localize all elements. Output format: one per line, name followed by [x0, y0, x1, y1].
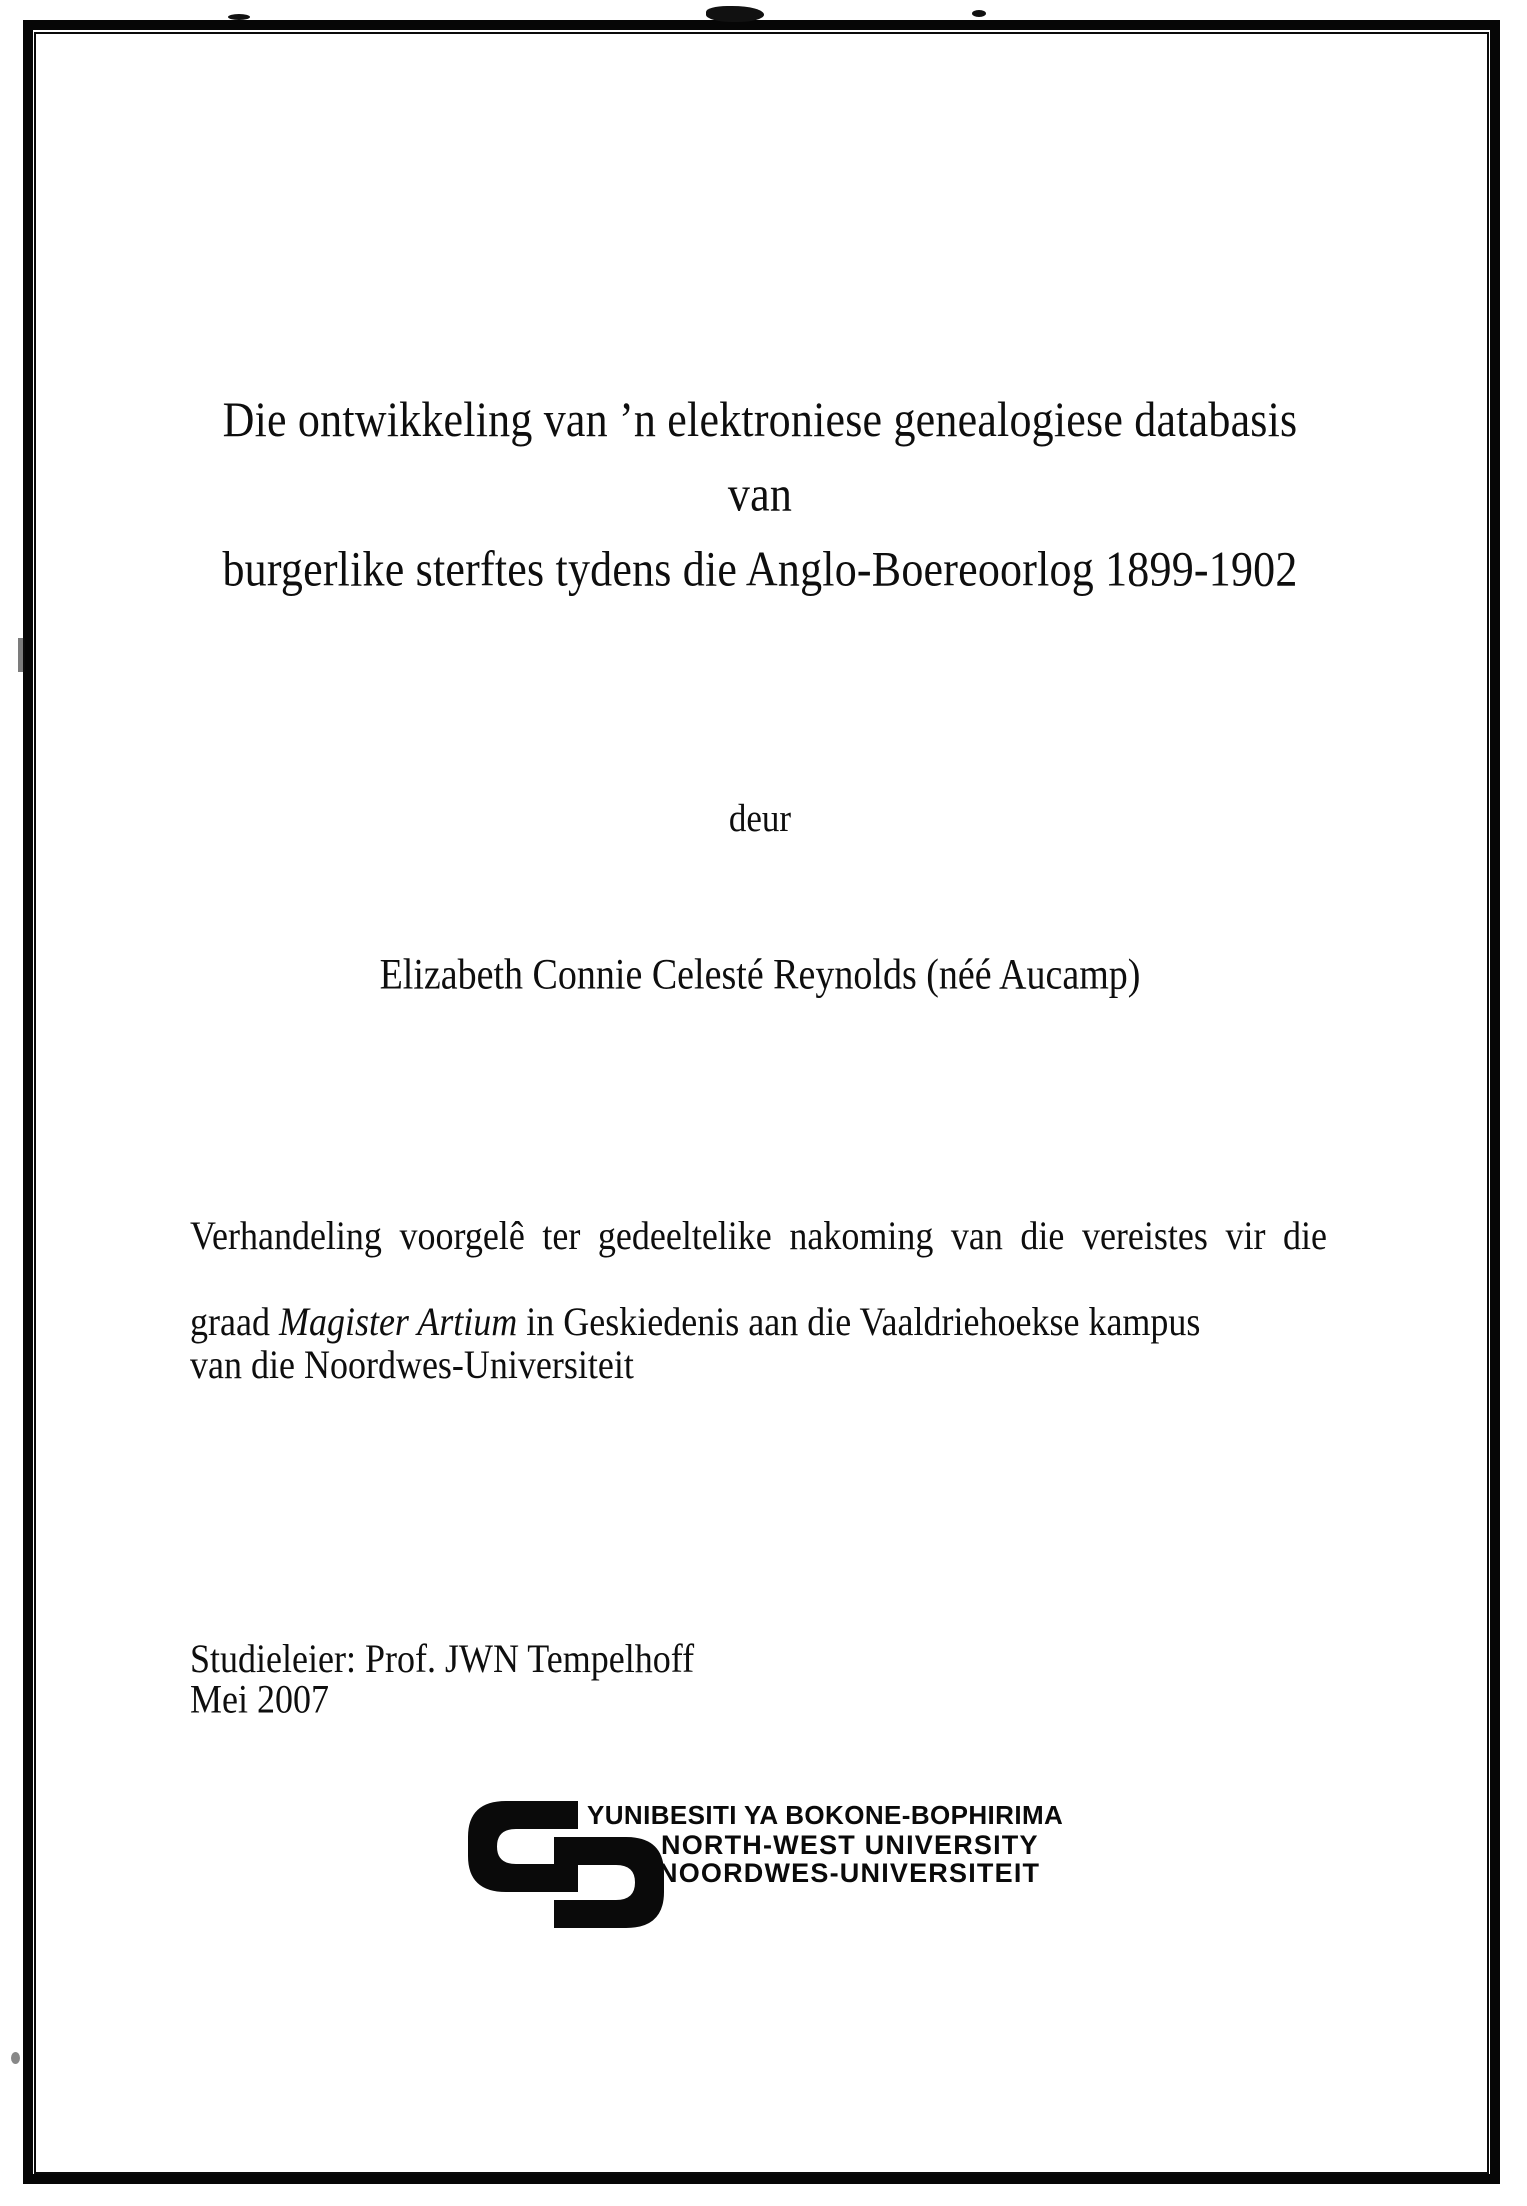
degree-statement-line2: [190, 1300, 1327, 1343]
thesis-title: [190, 383, 1330, 607]
university-logo: [468, 1798, 1078, 1930]
thesis-title-line2: burgerlike sterftes tydens die Anglo-Boereoorlog 1899-1902: [222, 541, 1298, 597]
byline-label: deur: [728, 796, 792, 841]
degree-statement-line3: van die Noordwes-Universiteit: [190, 1341, 634, 1387]
date-line: Mei 2007: [190, 1675, 329, 1721]
logo-text-english: NORTH-WEST UNIVERSITY: [661, 1830, 1039, 1860]
scan-artifact: [11, 2052, 20, 2064]
scan-artifact: [972, 10, 986, 17]
scan-artifact: [706, 6, 764, 22]
degree-statement-line1: Verhandeling voorgelê ter gedeeltelike nakoming van die vereistes vir die: [190, 1212, 1327, 1259]
degree-statement: [190, 1214, 1327, 1386]
degree-statement-line2-suffix: in Geskiedenis aan die Vaaldriehoekse kampus: [517, 1298, 1201, 1344]
supervisor-date-block: [190, 1635, 1090, 1721]
degree-name: Magister Artium: [278, 1298, 518, 1344]
logo-text-afrikaans: NOORDWES-UNIVERSITEIT: [658, 1858, 1041, 1888]
scan-artifact: [18, 638, 25, 672]
author-name: Elizabeth Connie Celesté Reynolds (néé Aucamp): [379, 951, 1141, 999]
thesis-title-line1: Die ontwikkeling van ’n elektroniese genealogiese databasis van: [222, 392, 1298, 522]
supervisor-line: Studieleier: Prof. JWN Tempelhoff: [190, 1635, 695, 1681]
logo-text-setswana: YUNIBESITI YA BOKONE-BOPHIRIMA: [587, 1800, 1064, 1830]
scan-artifact: [228, 14, 250, 20]
degree-statement-line2-prefix: graad: [190, 1298, 279, 1344]
